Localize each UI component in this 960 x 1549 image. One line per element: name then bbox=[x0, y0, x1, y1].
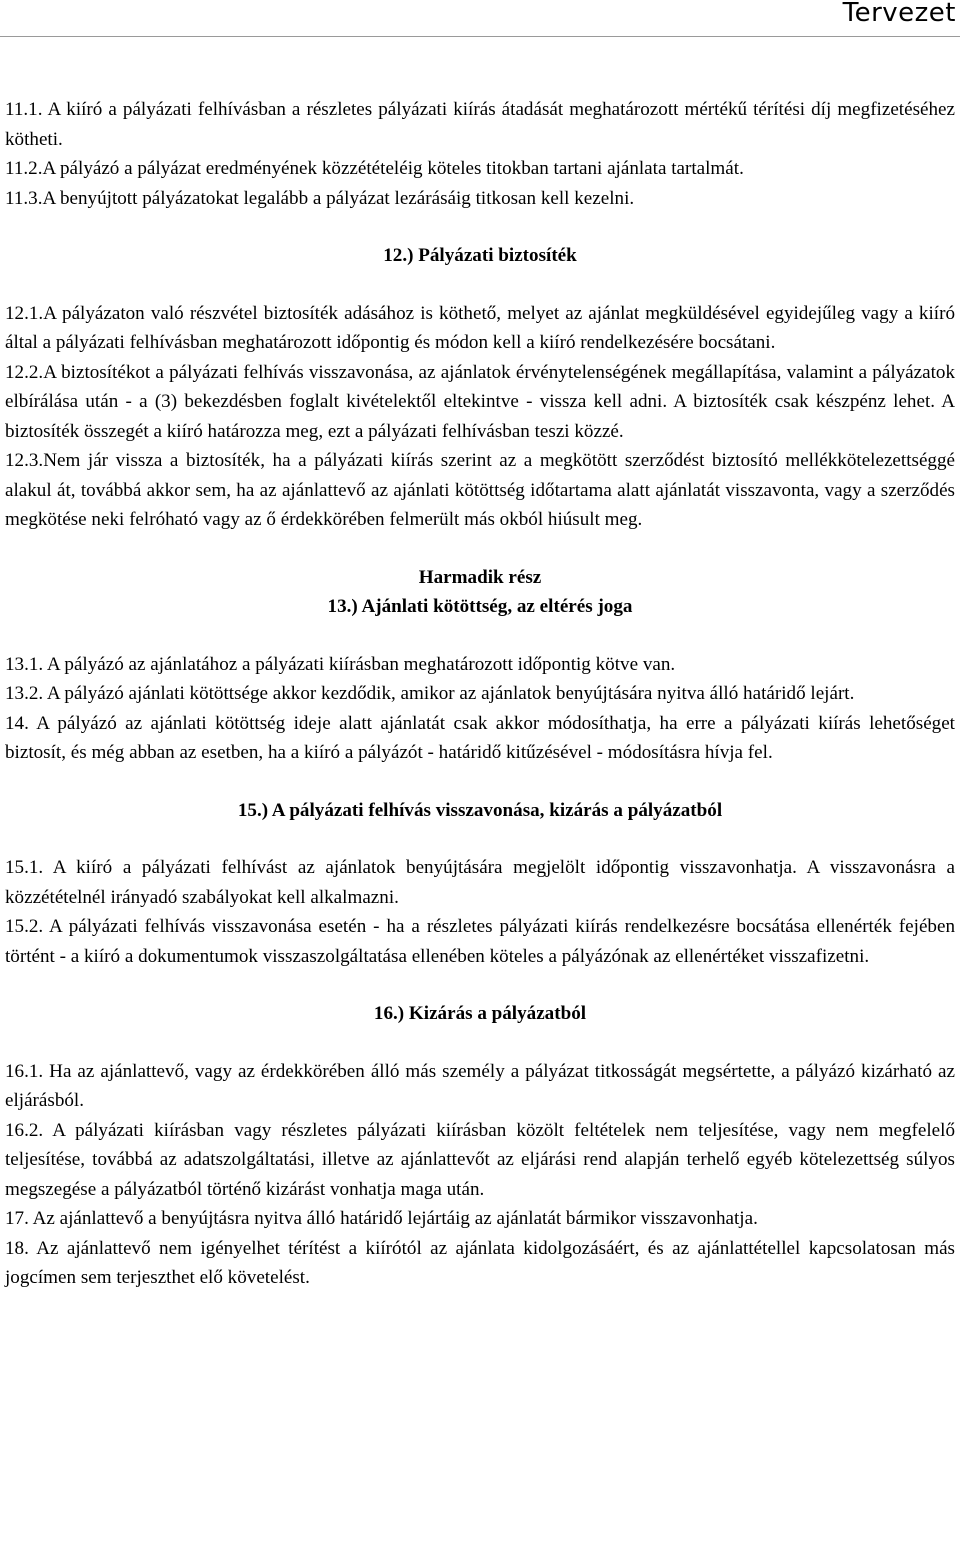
paragraph-12-1: 12.1.A pályázaton való részvétel biztosíték adásához is köthető, melyet az ajánlat megküldésével egyidejűleg vagy a kiíró által a pályázati felhívásban meghatározott időpontig és módon kell a kiíró rendelkezésére bocsátani. bbox=[5, 302, 955, 353]
paragraph-17: 17. Az ajánlattevő a benyújtásra nyitva álló határidő lejártáig az ajánlatát bármikor visszavonhatja. bbox=[5, 1208, 758, 1229]
paragraph-13-1: 13.1. A pályázó az ajánlatához a pályázati kiírásban meghatározott időpontig kötve van. bbox=[5, 653, 676, 675]
paragraph-14: 14. A pályázó az ajánlati kötöttség ideje alatt ajánlatát csak akkor módosíthatja, ha erre a pályázati kiírás lehetőséget biztosít, és még abban az esetben, ha a kiíró a pályázót - határidő kitűzésével - módosításra hívja fel. bbox=[5, 712, 955, 763]
paragraph-12-2: 12.2.A biztosítékot a pályázati felhívás visszavonása, az ajánlatok érvénytelenségének megállapítása, valamint a pályázatok elbírálása után - a (3) bekezdésben foglalt kivételektől eltekintve - vissza kell adni. A biztosíték csak készpénz lehet. A biztosíték összegét a kiíró határozza meg, ezt a pályázati felhívásban teszi közzé. bbox=[5, 361, 955, 442]
page-header bbox=[0, 0, 960, 40]
paragraph-11-2: 11.2.A pályázó a pályázat eredményének közzétételéig köteles titokban tartani ajánlata tartalmát. bbox=[5, 158, 744, 179]
paragraph-16-2: 16.2. A pályázati kiírásban vagy részletes pályázati kiírásban közölt feltételek nem teljesítése, vagy nem megfelelő teljesítése, továbbá az adatszolgáltatási, illetve az ajánlattevőt az eljárási rend alapján terhelő egyéb kötelezettség súlyos megszegése a pályázatból történő kizárást vonhatja maga után. bbox=[5, 1119, 955, 1200]
document-body bbox=[5, 95, 955, 1293]
paragraph-16-1: 16.1. Ha az ajánlattevő, vagy az érdekkörében álló más személy a pályázat titkosságát megsértette, a pályázó kizárható az eljárásból. bbox=[5, 1060, 955, 1111]
section-heading-16: 16.) Kizárás a pályázatból bbox=[373, 1003, 587, 1024]
section-heading-13: 13.) Ajánlati kötöttség, az eltérés joga bbox=[327, 596, 633, 617]
section-heading-12: 12.) Pályázati biztosíték bbox=[383, 245, 577, 266]
paragraph-15-2: 15.2. A pályázati felhívás visszavonása esetén - ha a részletes pályázati kiírás rendelkezésre bocsátása ellenérték fejében történt - a kiíró a dokumentumok visszaszolgáltatása ellenében köteles a pályázónak az ellenértéket visszafizetni. bbox=[5, 916, 955, 967]
paragraph-12-3: 12.3.Nem jár vissza a biztosíték, ha a pályázati kiírás szerint az a megkötött szerződést biztosító mellékkötelezettséggé alakul át, továbbá akkor sem, ha az ajánlattevő az ajánlati kötöttség időtartama alatt ajánlatát visszavonta, vagy a szerződés megkötése neki felróható vagy az ő érdekkörében felmerült más okból hiúsult meg. bbox=[5, 450, 955, 530]
document-status-title: Tervezet bbox=[842, 0, 956, 28]
paragraph-11-1: 11.1. A kiíró a pályázati felhívásban a részletes pályázati kiírás átadását meghatározott mértékű térítési díj megfizetéséhez kötheti. bbox=[5, 99, 955, 150]
part-heading: Harmadik rész bbox=[418, 566, 542, 588]
paragraph-13-2: 13.2. A pályázó ajánlati kötöttsége akkor kezdődik, amikor az ajánlatok benyújtására nyitva álló határidő lejárt. bbox=[5, 683, 855, 704]
paragraph-18: 18. Az ajánlattevő nem igényelhet térítést a kiírótól az ajánlata kidolgozásáért, és az ajánlattétellel kapcsolatosan más jogcímen sem terjeszthet elő követelést. bbox=[5, 1237, 955, 1288]
paragraph-15-1: 15.1. A kiíró a pályázati felhívást az ajánlatok benyújtására megjelölt időpontig visszavonhatja. A visszavonásra a közzétételnél irányadó szabályokat kell alkalmazni. bbox=[5, 857, 955, 908]
section-heading-15: 15.) A pályázati felhívás visszavonása, kizárás a pályázatból bbox=[237, 799, 723, 821]
header-divider bbox=[0, 36, 960, 37]
paragraph-11-3: 11.3.A benyújtott pályázatokat legalább a pályázat lezárásáig titkosan kell kezelni. bbox=[5, 187, 635, 209]
